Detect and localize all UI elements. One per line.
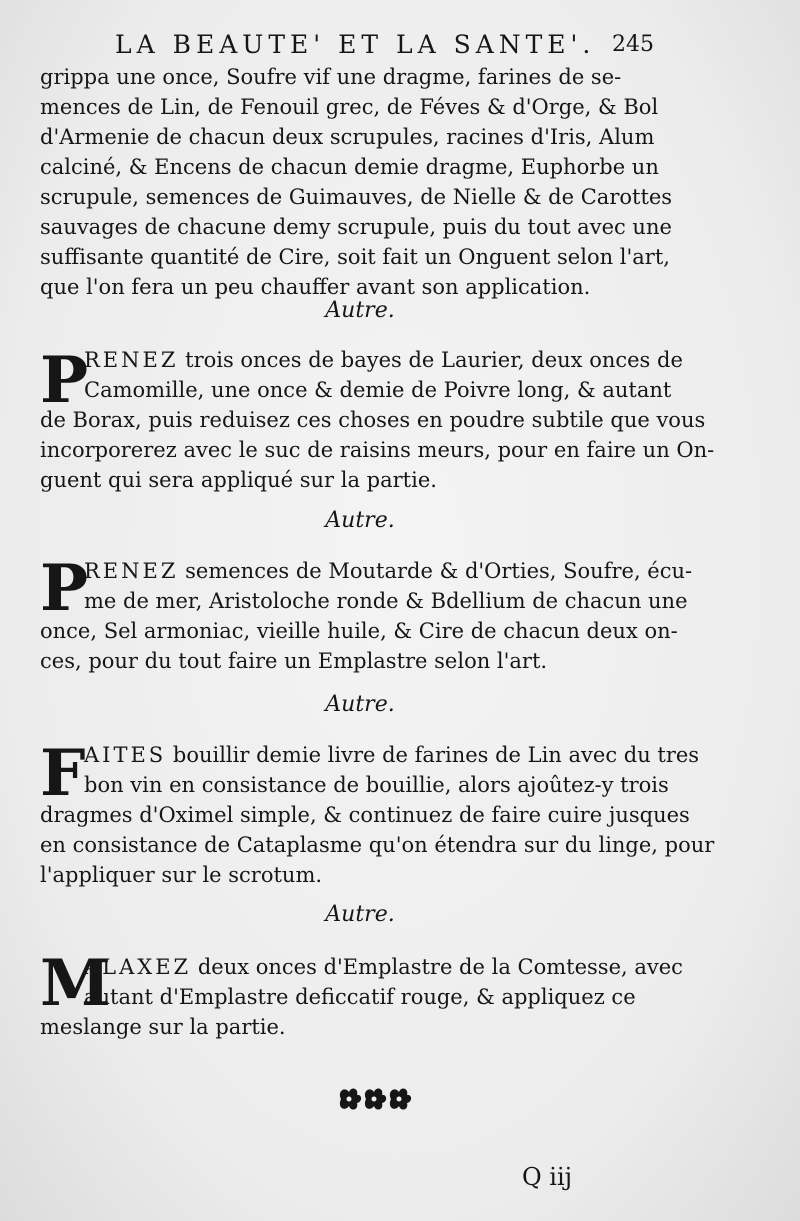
text-line <box>40 556 693 586</box>
line-text: trois onces de bayes de Laurier, deux onces de <box>185 348 683 372</box>
line-text: bouillir demie livre de farines de Lin avec du tres <box>172 743 700 767</box>
text-line: que l'on fera un peu chauffer avant son application. <box>40 275 591 299</box>
drop-cap: P <box>40 343 89 418</box>
recipe-heading: Autre. <box>325 298 395 323</box>
text-line: meslange sur la partie. <box>40 1015 286 1039</box>
text-line: sauvages de chacune demy scrupule, puis du tout avec une <box>40 215 672 239</box>
lead-word: RENEZ <box>84 559 179 583</box>
lead-word: ALAXEZ <box>84 955 192 979</box>
recipe-paragraph <box>40 551 693 676</box>
text-line: de Borax, puis reduisez ces choses en poudre subtile que vous <box>40 408 706 432</box>
recipe-heading: Autre. <box>325 902 395 927</box>
text-line <box>40 345 683 375</box>
text-line: calciné, & Encens de chacun demie dragme, Euphorbe un <box>40 155 659 179</box>
text-line <box>40 952 683 982</box>
recipe-paragraph <box>40 345 715 495</box>
text-line: dragmes d'Oximel simple, & continuez de faire cuire jusques <box>40 803 690 827</box>
text-line: mences de Lin, de Fenouil grec, de Féves & d'Orge, & Bol <box>40 95 659 119</box>
line-text: deux onces d'Emplastre de la Comtesse, avec <box>197 955 683 979</box>
page-header <box>0 30 800 64</box>
line-text: semences de Moutarde & d'Orties, Soufre, écu- <box>185 559 693 583</box>
running-title: LA BEAUTE' ET LA SANTE'. <box>115 30 596 59</box>
text-line: suffisante quantité de Cire, soit fait un Onguent selon l'art, <box>40 245 670 269</box>
recipe-paragraph <box>40 946 683 1042</box>
signature-mark: Q iij <box>522 1163 573 1191</box>
drop-cap: F <box>40 736 86 811</box>
text-line: autant d'Emplastre deficcatif rouge, & appliquez ce <box>84 985 636 1009</box>
text-line: scrupule, semences de Guimauves, de Nielle & de Carottes <box>40 185 673 209</box>
recipe-paragraph <box>40 736 715 890</box>
text-line: guent qui sera appliqué sur la partie. <box>40 468 437 492</box>
text-line: once, Sel armoniac, vieille huile, & Cire de chacun deux on- <box>40 619 678 643</box>
text-line: incorporerez avec le suc de raisins meurs, pour en faire un On- <box>40 438 715 462</box>
drop-cap: P <box>40 551 89 626</box>
drop-cap: M <box>40 946 111 1021</box>
text-line: Camomille, une once & demie de Poivre long, & autant <box>84 378 672 402</box>
text-line: bon vin en consistance de bouillie, alors ajoûtez-y trois <box>84 773 669 797</box>
continuation-paragraph <box>40 62 673 302</box>
text-line: me de mer, Aristoloche ronde & Bdellium de chacun une <box>84 589 688 613</box>
lead-word: RENEZ <box>84 348 179 372</box>
text-line <box>40 740 700 770</box>
text-line: grippa une once, Soufre vif une dragme, farines de se- <box>40 65 622 89</box>
page-number: 245 <box>612 32 654 57</box>
text-line: d'Armenie de chacun deux scrupules, racines d'Iris, Alum <box>40 125 655 149</box>
fleuron-ornament-icon <box>335 1082 415 1116</box>
text-line: ces, pour du tout faire un Emplastre selon l'art. <box>40 649 548 673</box>
text-line: en consistance de Cataplasme qu'on étendra sur du linge, pour <box>40 833 715 857</box>
recipe-heading: Autre. <box>325 508 395 533</box>
text-line: l'appliquer sur le scrotum. <box>40 863 323 887</box>
lead-word: AITES <box>84 743 167 767</box>
recipe-heading: Autre. <box>325 692 395 717</box>
